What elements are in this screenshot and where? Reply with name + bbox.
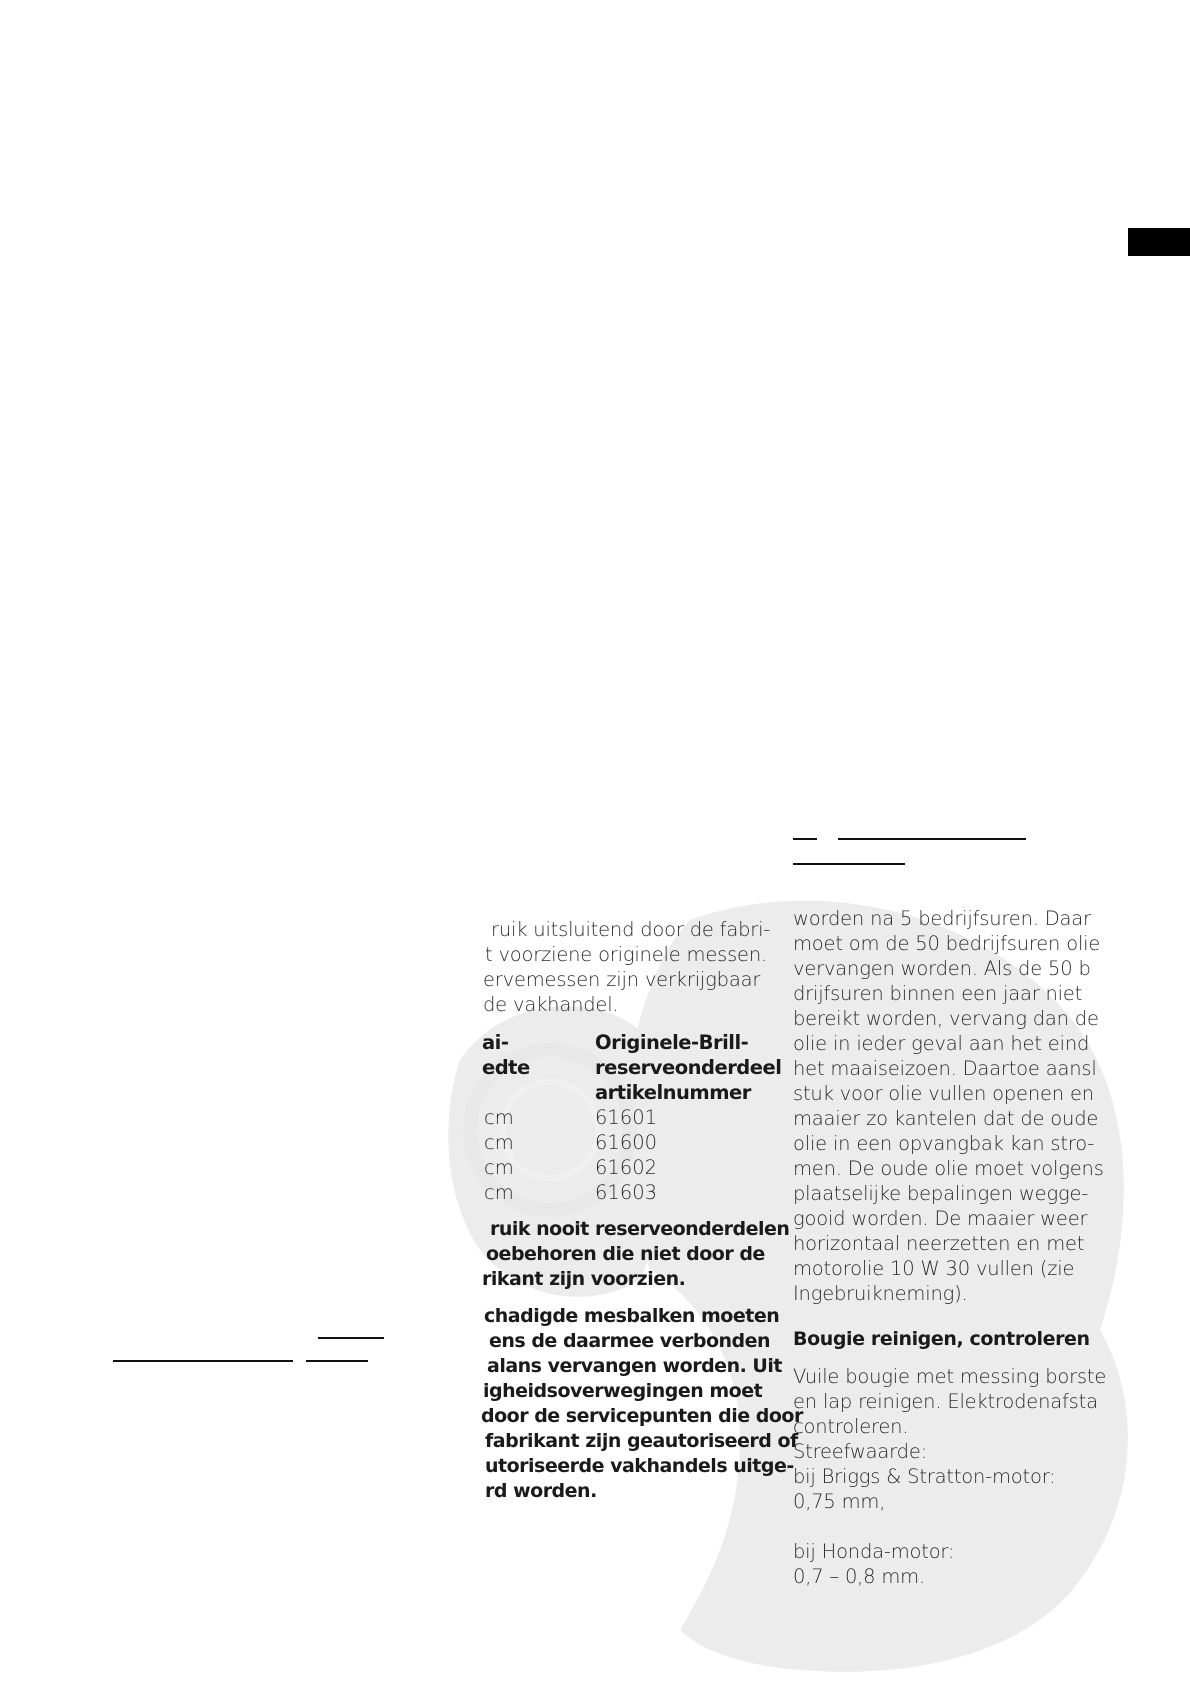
intro-line: ervemessen zijn verkrijgbaar: [483, 968, 761, 991]
intro-line: de vakhandel.: [483, 993, 619, 1016]
oil-line: vervangen worden. Als de 50 b: [793, 957, 1091, 980]
warning-block-2: [481, 1304, 803, 1504]
oil-line: worden na 5 bedrijfsuren. Daar: [793, 907, 1091, 930]
intro-line: ruik uitsluitend door de fabri-: [491, 918, 771, 941]
top-rule-short: [793, 838, 817, 840]
left-rule-lower-long: [113, 1360, 293, 1362]
header-left-2: edte: [482, 1056, 530, 1079]
table-cell-size: cm: [484, 1131, 514, 1154]
spark-plug-heading: Bougie reinigen, controleren: [793, 1328, 1090, 1350]
header-left-1: ai-: [482, 1031, 509, 1054]
intro-text-block: [483, 917, 770, 1017]
oil-change-block: [793, 906, 1104, 1306]
oil-line: drijfsuren binnen een jaar niet: [793, 982, 1083, 1005]
oil-line: gooid worden. De maaier weer: [793, 1207, 1088, 1230]
warning-line: rikant zijn voorzien.: [482, 1268, 686, 1290]
header-right-1: Originele-Brill-: [595, 1031, 749, 1054]
oil-line: plaatselijke bepalingen wegge-: [793, 1182, 1089, 1205]
table-cell-article: 61603: [595, 1181, 658, 1204]
oil-line: bereikt worden, vervang dan de: [793, 1007, 1099, 1030]
spark-plug-text: [793, 1364, 1106, 1439]
target-line: Streefwaarde:: [793, 1440, 927, 1463]
honda-line: 0,7 – 0,8 mm.: [793, 1565, 925, 1588]
honda-value-block: [793, 1539, 954, 1589]
oil-line: motorolie 10 W 30 vullen (zie: [793, 1257, 1075, 1280]
warning-line: chadigde mesbalken moeten: [484, 1305, 780, 1327]
table-cell-size: cm: [484, 1181, 514, 1204]
spark-line: Vuile bougie met messing borste: [793, 1365, 1107, 1388]
left-rule-upper: [318, 1337, 384, 1339]
left-rule-lower-short: [306, 1360, 368, 1362]
target-value-block: [793, 1439, 1056, 1514]
warning-line: door de servicepunten die door: [481, 1405, 803, 1427]
table-cell-article: 61600: [595, 1131, 658, 1154]
warning-line: utoriseerde vakhandels uitge-: [485, 1455, 794, 1477]
table-cell-article: 61602: [595, 1156, 658, 1179]
target-line: 0,75 mm,: [793, 1490, 886, 1513]
warning-block-1: [482, 1217, 789, 1292]
warning-line: oebehoren die niet door de: [486, 1243, 765, 1265]
honda-line: bij Honda-motor:: [793, 1540, 955, 1563]
warning-line: rd worden.: [485, 1480, 597, 1502]
oil-line: Ingebruikneming).: [793, 1282, 968, 1305]
header-right-3: artikelnummer: [595, 1081, 751, 1104]
table-cell-size: cm: [484, 1156, 514, 1179]
warning-line: ruik nooit reserveonderdelen: [490, 1218, 790, 1240]
warning-line: fabrikant zijn geautoriseerd of: [485, 1430, 798, 1452]
top-rule-second: [793, 863, 905, 865]
spark-line: controleren.: [793, 1415, 909, 1438]
warning-line: alans vervangen worden. Uit: [487, 1355, 782, 1377]
oil-line: maaier zo kantelen dat de oude: [793, 1107, 1099, 1130]
oil-line: men. De oude olie moet volgens: [793, 1157, 1104, 1180]
oil-line: olie in een opvangbak kan stro-: [793, 1132, 1095, 1155]
header-right-2: reserveonderdeel: [595, 1056, 782, 1079]
warning-line: ens de daarmee verbonden: [489, 1330, 771, 1352]
target-line: bij Briggs & Stratton-motor:: [793, 1465, 1056, 1488]
oil-line: olie in ieder geval aan het eind: [793, 1032, 1090, 1055]
top-rule-long: [838, 838, 1026, 840]
table-cell-size: cm: [484, 1106, 514, 1129]
warning-line: igheidsoverwegingen moet: [483, 1380, 763, 1402]
oil-line: stuk voor olie vullen openen en: [793, 1082, 1094, 1105]
oil-line: moet om de 50 bedrijfsuren olie: [793, 932, 1101, 955]
intro-line: t voorziene originele messen.: [485, 943, 767, 966]
table-cell-article: 61601: [595, 1106, 658, 1129]
oil-line: horizontaal neerzetten en met: [793, 1232, 1085, 1255]
spark-line: en lap reinigen. Elektrodenafsta: [793, 1390, 1098, 1413]
oil-line: het maaiseizoen. Daartoe aansl: [793, 1057, 1097, 1080]
chapter-tab: [1128, 228, 1190, 256]
